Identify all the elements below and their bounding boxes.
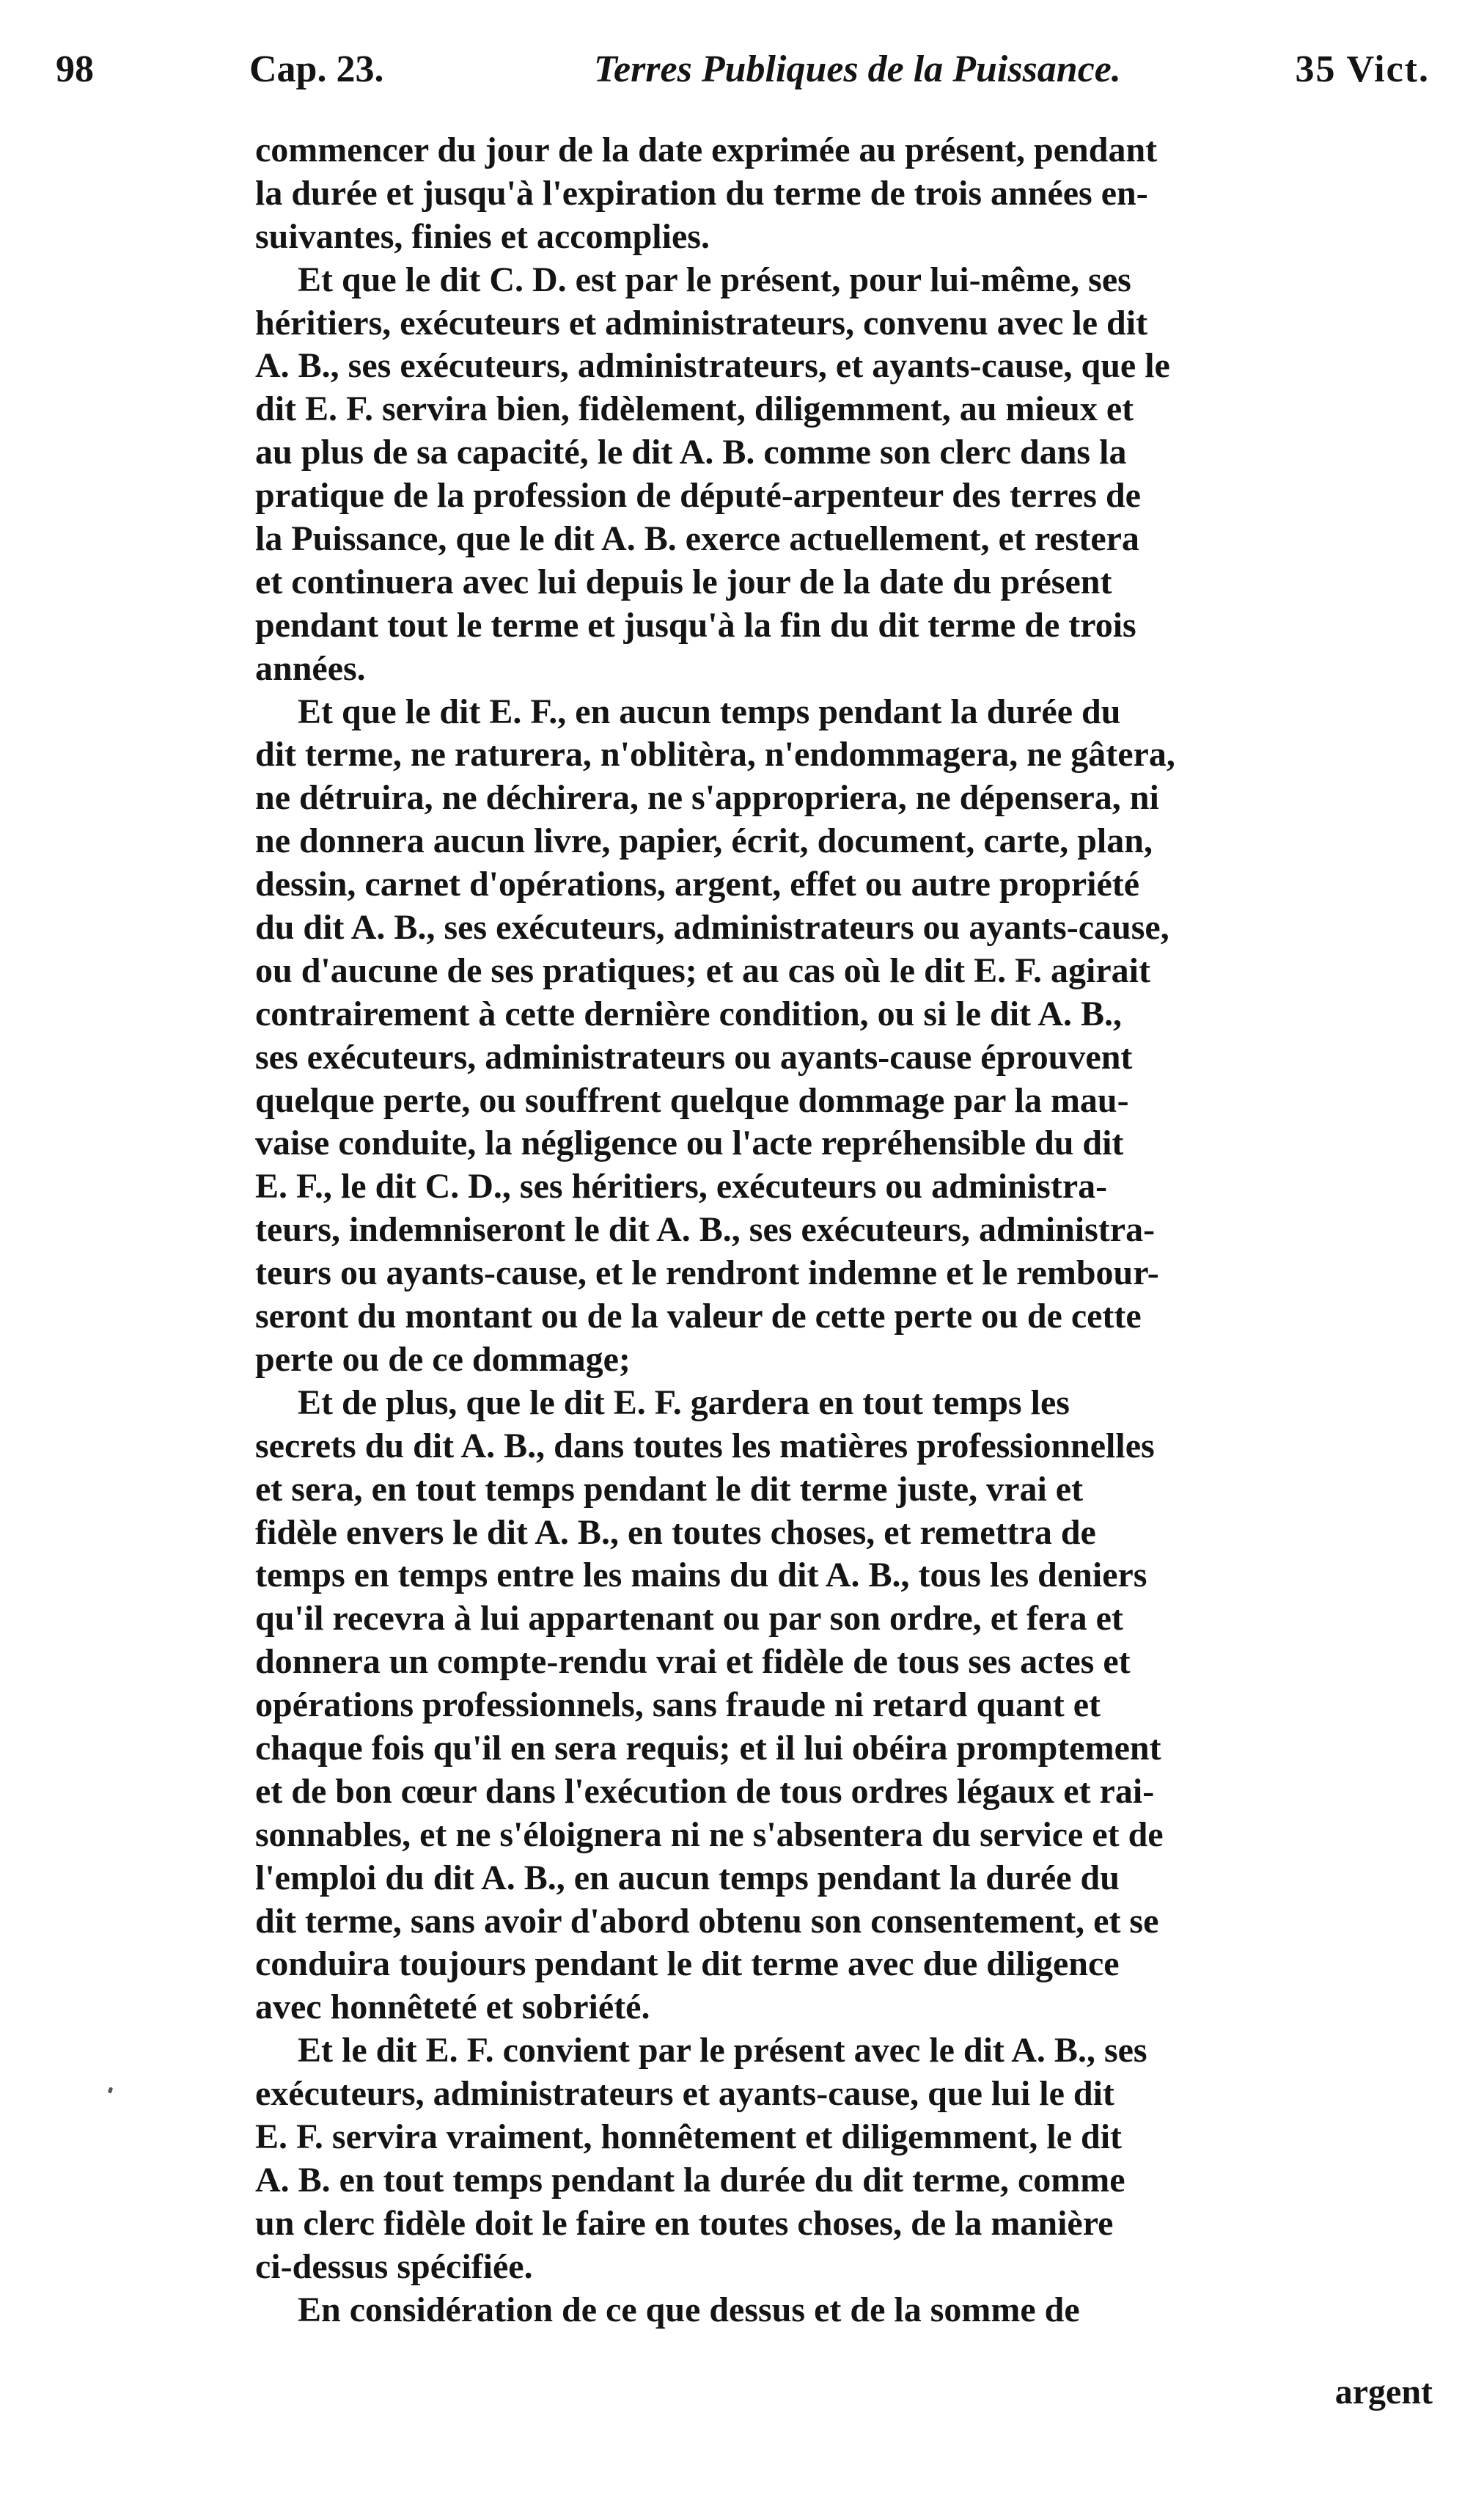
text-line: et sera, en tout temps pendant le dit terme juste, vrai et [255,1469,1084,1509]
text-line: héritiers, exécuteurs et administrateurs, convenu avec le dit [255,303,1148,343]
text-line: la durée et jusqu'à l'expiration du terme de trois années en- [255,173,1148,213]
text-line: commencer du jour de la date exprimée au présent, pendant [255,131,1158,169]
text-line: secrets du dit A. B., dans toutes les matières professionnelles [255,1426,1155,1465]
catchword: argent [1334,2373,1433,2411]
text-line: E. F. servira vraiment, honnêtement et diligemment, le dit [255,2117,1123,2156]
ink-speck [108,2087,113,2093]
paragraph-start-line: En considération de ce que dessus et de la somme de [298,2290,1080,2329]
text-line: dessin, carnet d'opérations, argent, effet ou autre propriété [255,865,1140,904]
text-line: teurs ou ayants-cause, et le rendront indemne et le rembour- [255,1253,1159,1293]
paragraph-start-line: Et que le dit E. F., en aucun temps pendant la durée du [298,692,1121,731]
text-line: exécuteurs, administrateurs et ayants-cause, que lui le dit [255,2074,1114,2114]
text-line: dit terme, ne raturera, n'oblitèra, n'endommagera, ne gâtera, [255,735,1175,774]
text-line: ses exécuteurs, administrateurs ou ayants-cause éprouvent [255,1037,1133,1077]
text-line: ne donnera aucun livre, papier, écrit, document, carte, plan, [255,821,1153,861]
text-line: la Puissance, que le dit A. B. exerce actuellement, et restera [255,519,1139,559]
text-line: du dit A. B., ses exécuteurs, administrateurs ou ayants-cause, [255,908,1169,948]
text-line: suivantes, finies et accomplies. [255,216,710,256]
running-title: Terres Publiques de la Puissance. [594,48,1121,90]
paragraph-start-line: Et que le dit C. D. est par le présent, pour lui-même, ses [298,260,1131,299]
text-line: ou d'aucune de ses pratiques; et au cas où le dit E. F. agirait [255,951,1150,990]
text-line: pratique de la profession de député-arpenteur des terres de [255,476,1141,516]
text-line: chaque fois qu'il en sera requis; et il lui obéira promptement [255,1728,1161,1768]
running-header [51,37,1430,103]
text-line: E. F., le dit C. D., ses héritiers, exécuteurs ou administra- [255,1167,1108,1206]
text-line: perte ou de ce dommage; [255,1339,631,1379]
body-text [255,129,1428,2332]
text-line: A. B. en tout temps pendant la durée du dit terme, comme [255,2160,1125,2200]
chapter-label: Cap. 23. [249,48,384,90]
text-line: un clerc fidèle doit le faire en toutes choses, de la manière [255,2203,1114,2243]
text-line: fidèle envers le dit A. B., en toutes choses, et remettra de [255,1512,1096,1552]
paragraph-start-line: Et de plus, que le dit E. F. gardera en tout temps les [298,1382,1070,1422]
text-line: au plus de sa capacité, le dit A. B. comme son clerc dans la [255,433,1127,472]
text-line: opérations professionnels, sans fraude ni retard quant et [255,1685,1101,1725]
text-line: contrairement à cette dernière condition, ou si le dit A. B., [255,994,1123,1033]
text-line: donnera un compte-rendu vrai et fidèle de tous ses actes et [255,1642,1131,1682]
text-line: dit E. F. servira bien, fidèlement, diligemment, au mieux et [255,389,1134,429]
page-number: 98 [56,48,94,90]
text-line: et continuera avec lui depuis le jour de la date du présent [255,562,1112,601]
text-line: et de bon cœur dans l'exécution de tous ordres légaux et rai- [255,1771,1155,1811]
text-line: ci-dessus spécifiée. [255,2246,533,2286]
text-line: avec honnêteté et sobriété. [255,1988,650,2027]
paragraph-start-line: Et le dit E. F. convient par le présent avec le dit A. B., ses [298,2031,1147,2070]
text-line: quelque perte, ou souffrent quelque dommage par la mau- [255,1080,1129,1120]
text-line: vaise conduite, la négligence ou l'acte repréhensible du dit [255,1124,1124,1163]
text-line: dit terme, sans avoir d'abord obtenu son consentement, et se [255,1901,1159,1941]
text-line: l'emploi du dit A. B., en aucun temps pendant la durée du [255,1858,1120,1897]
text-line: teurs, indemniseront le dit A. B., ses exécuteurs, administra- [255,1210,1156,1250]
text-line: pendant tout le terme et jusqu'à la fin du dit terme de trois [255,605,1136,645]
text-line: A. B., ses exécuteurs, administrateurs, et ayants-cause, que le [255,346,1170,386]
text-line: conduira toujours pendant le dit terme avec due diligence [255,1944,1120,1984]
regnal-year: 35 Vict. [1295,48,1430,90]
text-line: temps en temps entre les mains du dit A. B., tous les deniers [255,1556,1147,1595]
text-line: années. [255,648,366,688]
text-line: ne détruira, ne déchirera, ne s'appropriera, ne dépensera, ni [255,778,1159,818]
text-line: sonnables, et ne s'éloignera ni ne s'absentera du service et de [255,1814,1164,1854]
text-line: seront du montant ou de la valeur de cette perte ou de cette [255,1297,1142,1336]
text-line: qu'il recevra à lui appartenant ou par son ordre, et fera et [255,1599,1123,1638]
